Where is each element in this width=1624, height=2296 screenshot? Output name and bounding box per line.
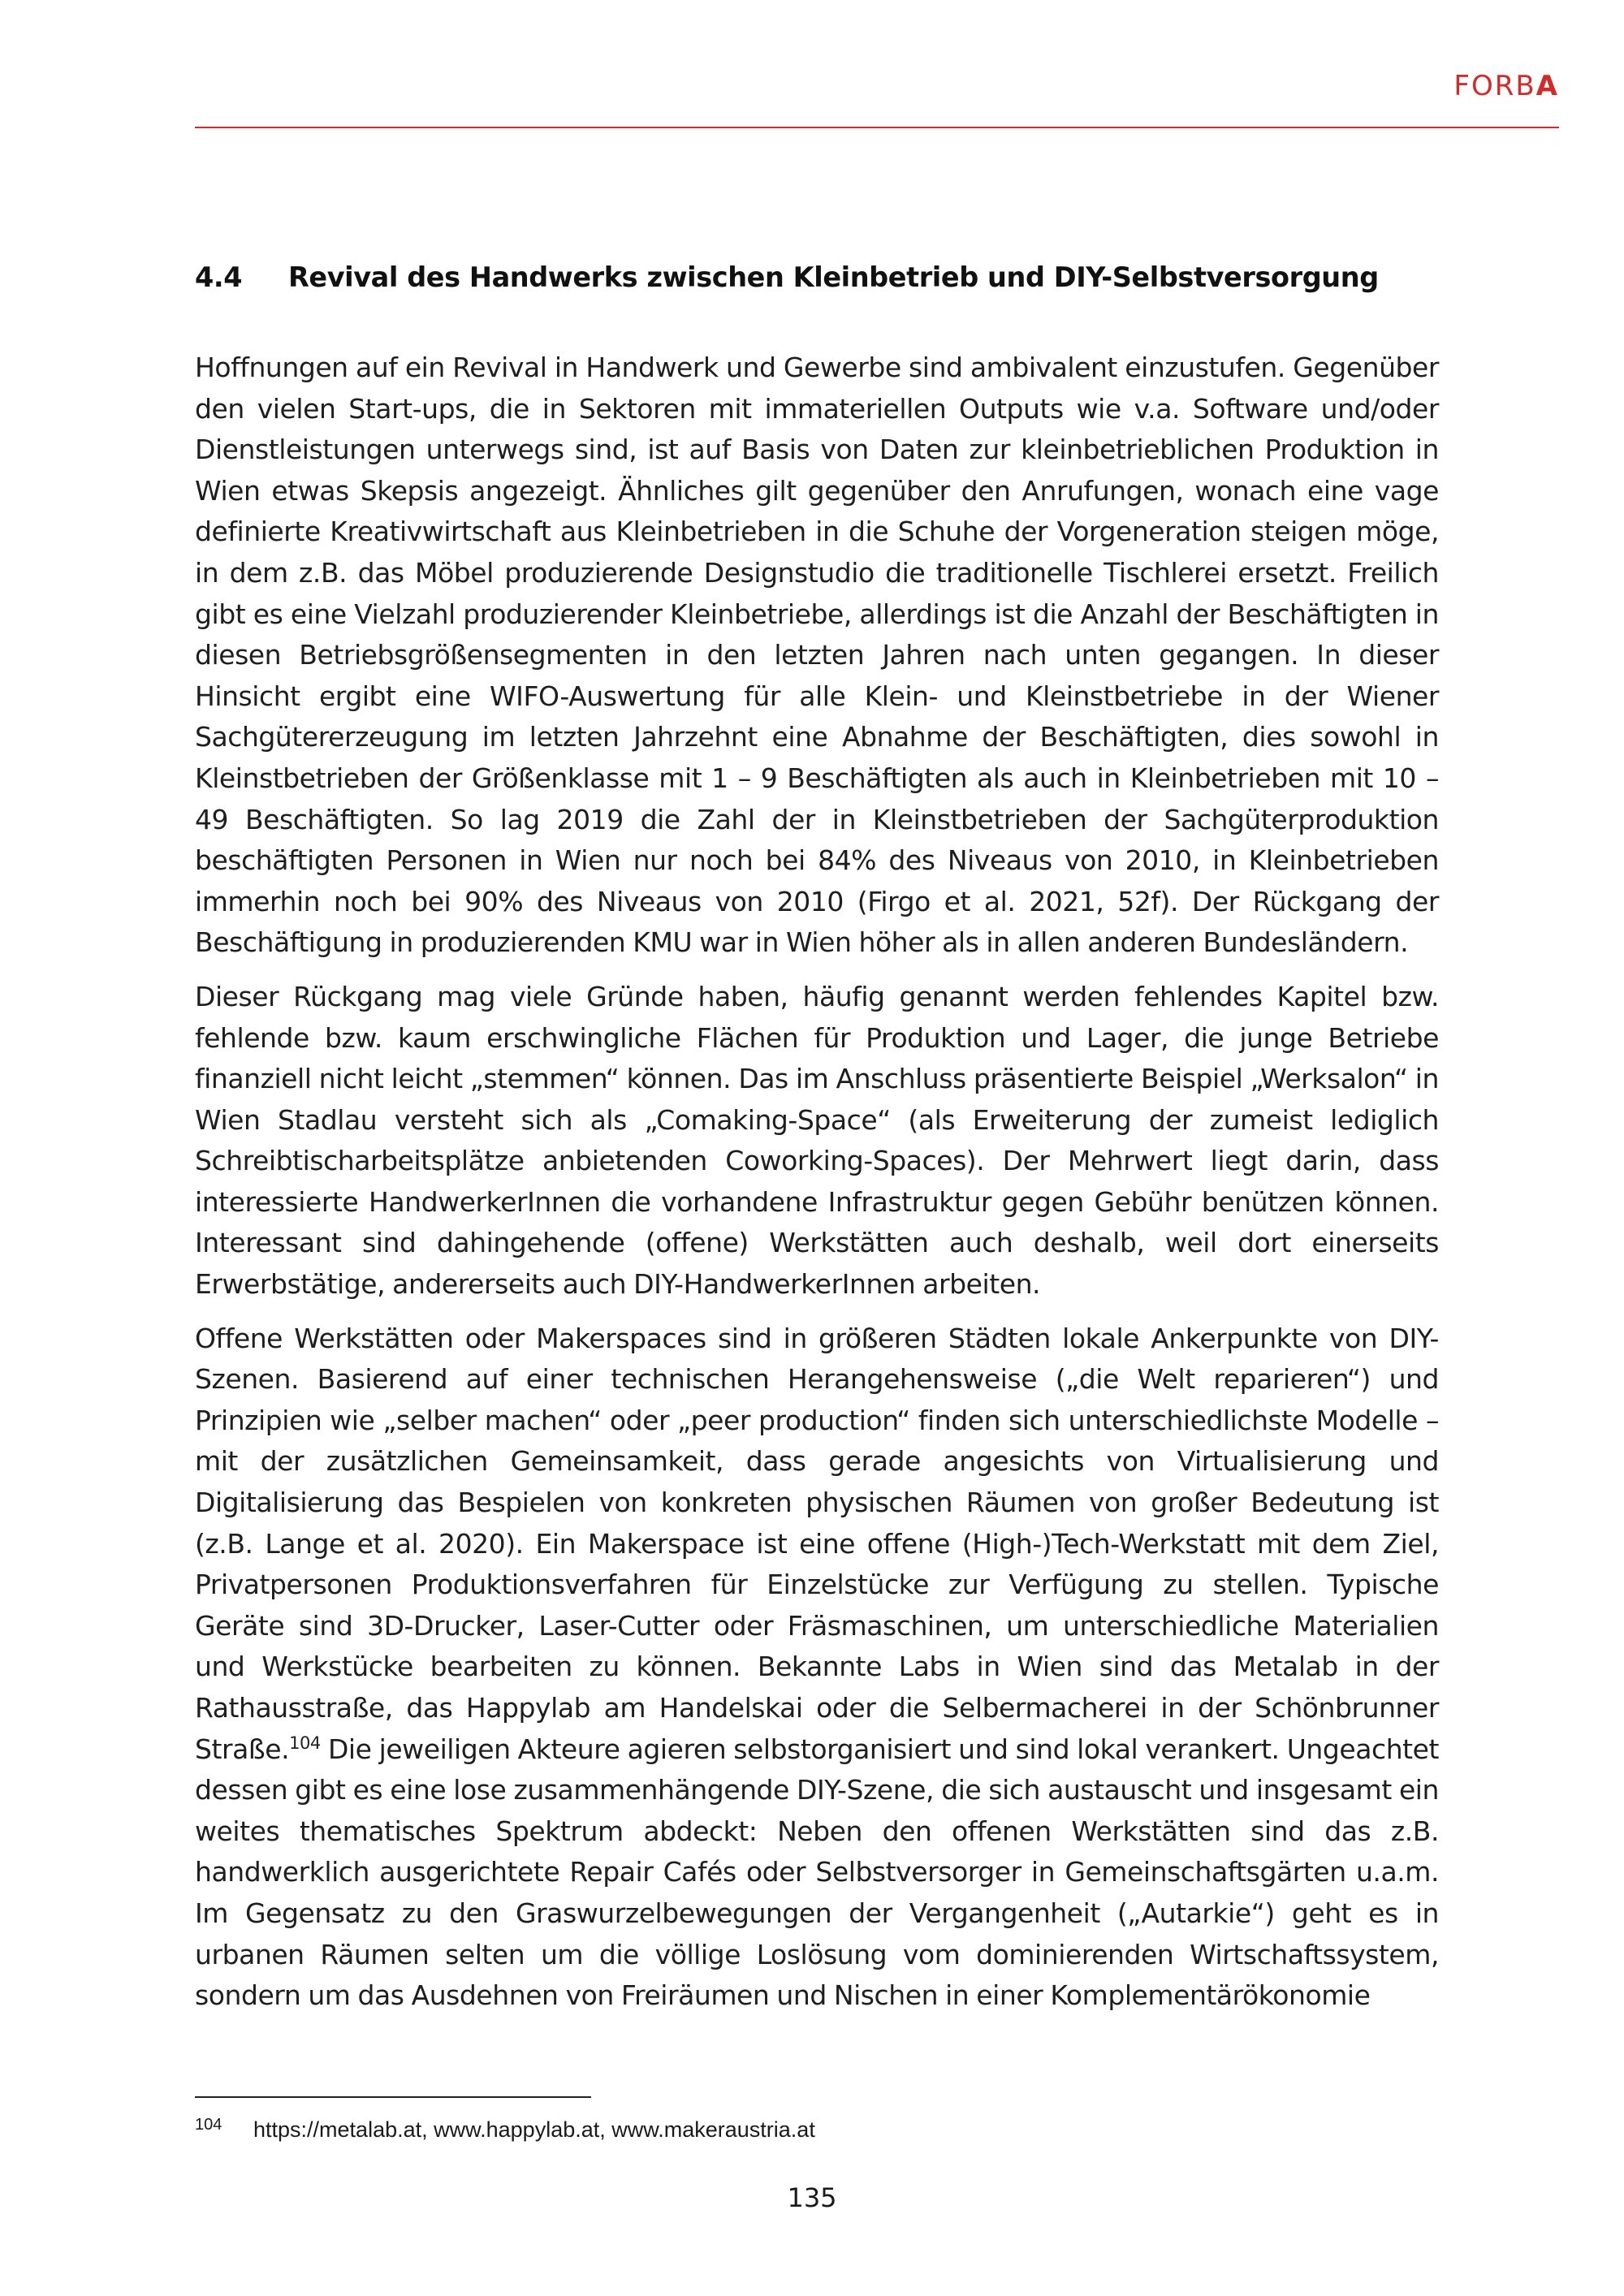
- section-title: Revival des Handwerks zwischen Kleinbetrieb und DIY-Selbstversorgung: [288, 261, 1379, 293]
- footnote-text: https://metalab.at, www.happylab.at, www.makeraustria.at: [253, 2117, 815, 2142]
- paragraph-2: Dieser Rückgang mag viele Gründe haben, häufig genannt werden fehlendes Kapitel bzw. fehlende bzw. kaum erschwingliche Flächen für Produktion und Lager, die junge Betriebe finanziell nicht leicht „stemmen“ können. Das im Anschluss präsentierte Beispiel „Werksalon“ in Wien Stadlau versteht sich als „Comaking-Space“ (als Erweiterung der zumeist lediglich Schreibtischarbeitsplätze anbietenden Coworking-Spaces). Der Mehrwert liegt darin, dass interessierte HandwerkerInnen die vorhandene Infrastruktur gegen Gebühr benützen können. Interessant sind dahingehende (offene) Werkstätten auch deshalb, weil dort einerseits Erwerbstätige, andererseits auch DIY-HandwerkerInnen arbeiten.: [195, 980, 1439, 1301]
- body-text: [195, 347, 1439, 2030]
- section-number: 4.4: [195, 261, 243, 293]
- paragraph-1: Hoffnungen auf ein Revival in Handwerk und Gewerbe sind ambivalent einzustufen. Gegenüber den vielen Start-ups, die in Sektoren mit immateriellen Outputs wie v.a. Software und/oder Dienstleistungen unterwegs sind, ist auf Basis von Daten zur kleinbetrieblichen Produktion in Wien etwas Skepsis angezeigt. Ähnliches gilt gegenüber den Anrufungen, wonach eine vage definierte Kreativwirtschaft aus Kleinbetrieben in die Schuhe der Vorgeneration steigen möge, in dem z.B. das Möbel produzierende Designstudio die traditionelle Tischlerei ersetzt. Freilich gibt es eine Vielzahl produzierender Kleinbetriebe, allerdings ist die Anzahl der Beschäftigten in diesen Betriebsgrößensegmenten in den letzten Jahren nach unten gegangen. In dieser Hinsicht ergibt eine WIFO-Auswertung für alle Klein- und Kleinstbetriebe in der Wiener Sachgütererzeugung im letzten Jahrzehnt eine Abnahme der Beschäftigten, dies sowohl in Kleinstbetrieben der Größenklasse mit 1 – 9 Beschäftigten als auch in Kleinbetrieben mit 10 – 49 Beschäftigten. So lag 2019 die Zahl der in Kleinstbetrieben der Sachgüterproduktion beschäftigten Personen in Wien nur noch bei 84% des Niveaus von 2010, in Kleinbetrieben immerhin noch bei 90% des Niveaus von 2010 (Firgo et al. 2021, 52f). Der Rückgang der Beschäftigung in produzierenden KMU war in Wien höher als in allen anderen Bundesländern.: [195, 352, 1439, 959]
- footnote-reference[interactable]: 104: [289, 1733, 321, 1753]
- paragraph-3: [195, 1318, 1439, 2017]
- brand-text-accent: A: [1535, 70, 1559, 102]
- section-heading: [195, 261, 1437, 293]
- footnote-number: 104: [195, 2116, 222, 2134]
- brand-logo: [1453, 70, 1559, 102]
- header-divider: [195, 127, 1559, 128]
- paragraph-3-part-2: Die jeweiligen Akteure agieren selbstorganisiert und sind lokal verankert. Ungeachtet dessen gibt es eine lose zusammenhängende DIY-Szene, die sich austauscht und insgesamt ein weites thematisches Spektrum abdeckt: Neben den offenen Werkstätten sind das z.B. handwerklich ausgerichtete Repair Cafés oder Selbstversorger in Gemeinschaftsgärten u.a.m. Im Gegensatz zu den Graswurzelbewegungen der Vergangenheit („Autarkie“) geht es in urbanen Räumen selten um die völlige Loslösung vom dominierenden Wirtschaftssystem, sondern um das Ausdehnen von Freiräumen und Nischen in einer Komplementärökonomie: [195, 1733, 1439, 2012]
- footnote: [195, 2116, 1413, 2143]
- page-number: 135: [787, 2182, 837, 2213]
- paragraph-3-part-1: Offene Werkstätten oder Makerspaces sind in größeren Städten lokale Ankerpunkte von DIY-Szenen. Basierend auf einer technischen Herangehensweise („die Welt reparieren“) und Prinzipien wie „selber machen“ oder „peer production“ finden sich unterschiedlichste Modelle – mit der zusätzlichen Gemeinsamkeit, dass gerade angesichts von Virtualisierung und Digitalisierung das Bespielen von konkreten physischen Räumen von großer Bedeutung ist (z.B. Lange et al. 2020). Ein Makerspace ist eine offene (High-)Tech-Werkstatt mit dem Ziel, Privatpersonen Produktionsverfahren für Einzelstücke zur Verfügung zu stellen. Typische Geräte sind 3D-Drucker, Laser-Cutter oder Fräsmaschinen, um unterschiedliche Materialien und Werkstücke bearbeiten zu können. Bekannte Labs in Wien sind das Metalab in der Rathausstraße, das Happylab am Handelskai oder die Selbermacherei in der Schönbrunner Straße.: [195, 1322, 1439, 1765]
- footnote-divider: [195, 2096, 591, 2098]
- brand-text: FORB: [1453, 70, 1536, 102]
